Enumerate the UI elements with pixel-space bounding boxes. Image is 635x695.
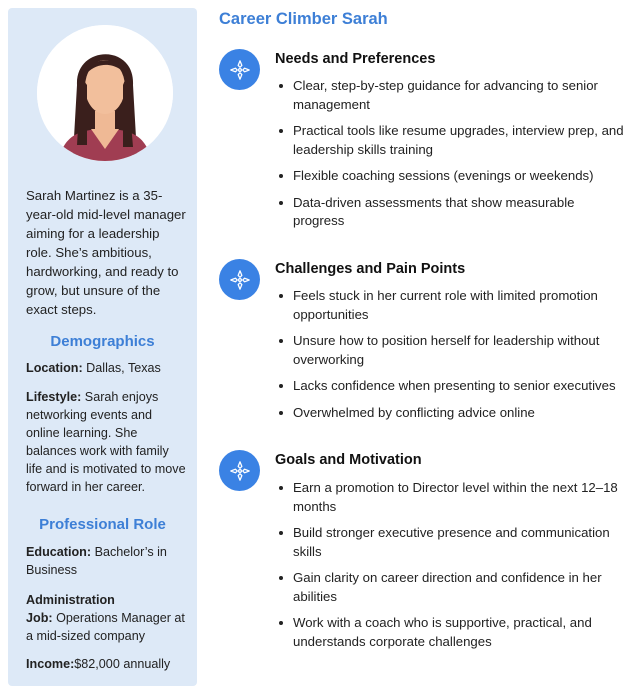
lifestyle-label: Lifestyle: (26, 390, 82, 404)
income-field (26, 655, 188, 673)
list-item: Practical tools like resume upgrades, interview prep, and leadership skills training (275, 122, 627, 159)
goals-list (275, 479, 627, 659)
list-item: Flexible coaching sessions (evenings or weekends) (275, 167, 627, 186)
goals-section-title: Goals and Motivation (275, 452, 422, 468)
list-item: Build stronger executive presence and communication skills (275, 524, 627, 561)
education-field (26, 543, 188, 579)
job-label: Job: (26, 611, 53, 625)
list-item: Gain clarity on career direction and confidence in her abilities (275, 569, 627, 606)
location-value: Dallas, Texas (86, 361, 161, 375)
professional-role-heading: Professional Role (39, 516, 166, 533)
list-item: Earn a promotion to Director level within the next 12–18 months (275, 479, 627, 516)
bio-text: Sarah Martinez is a 35-year-old mid-level manager aiming for a leadership role. She’s ambitious, hardworking, and ready to grow, but unsure of the exact steps. (26, 188, 186, 317)
education-value: Bachelor’s in Business (26, 545, 167, 577)
list-item: Clear, step-by-step guidance for advancing to senior management (275, 77, 627, 114)
woman-portrait-icon (37, 25, 173, 161)
list-item: Work with a coach who is supportive, practical, and understands corporate challenges (275, 614, 627, 651)
job-field (26, 591, 188, 645)
list-item: Data-driven assessments that show measurable progress (275, 194, 627, 231)
list-item: Lacks confidence when presenting to senior executives (275, 377, 627, 396)
job-value: Operations Manager at a mid-sized company (26, 611, 185, 643)
page-title: Career Climber Sarah (219, 10, 388, 28)
lifestyle-field (26, 388, 188, 496)
administration-label: Administration (26, 593, 115, 607)
location-field (26, 359, 188, 377)
list-item: Unsure how to position herself for leadership without overworking (275, 332, 627, 369)
goals-section-icon (219, 450, 260, 491)
needs-section-icon (219, 49, 260, 90)
diamond-sparkle-icon (229, 460, 251, 482)
challenges-list (275, 287, 627, 430)
lifestyle-value: Sarah enjoys networking events and online learning. She balances work with family life and is motivated to move forward in her career. (26, 390, 186, 494)
demographics-heading: Demographics (50, 333, 155, 350)
diamond-sparkle-icon (229, 269, 251, 291)
list-item: Feels stuck in her current role with limited promotion opportunities (275, 287, 627, 324)
needs-section-title: Needs and Preferences (275, 51, 436, 67)
income-value: $82,000 annually (74, 657, 171, 671)
income-label: Income: (26, 657, 75, 671)
avatar (37, 25, 173, 161)
education-label: Education: (26, 545, 92, 559)
diamond-sparkle-icon (229, 59, 251, 81)
location-label: Location: (26, 361, 83, 375)
list-item: Overwhelmed by conflicting advice online (275, 404, 627, 423)
challenges-section-icon (219, 259, 260, 300)
challenges-section-title: Challenges and Pain Points (275, 261, 466, 277)
persona-sidebar (8, 8, 197, 686)
needs-list (275, 77, 627, 239)
